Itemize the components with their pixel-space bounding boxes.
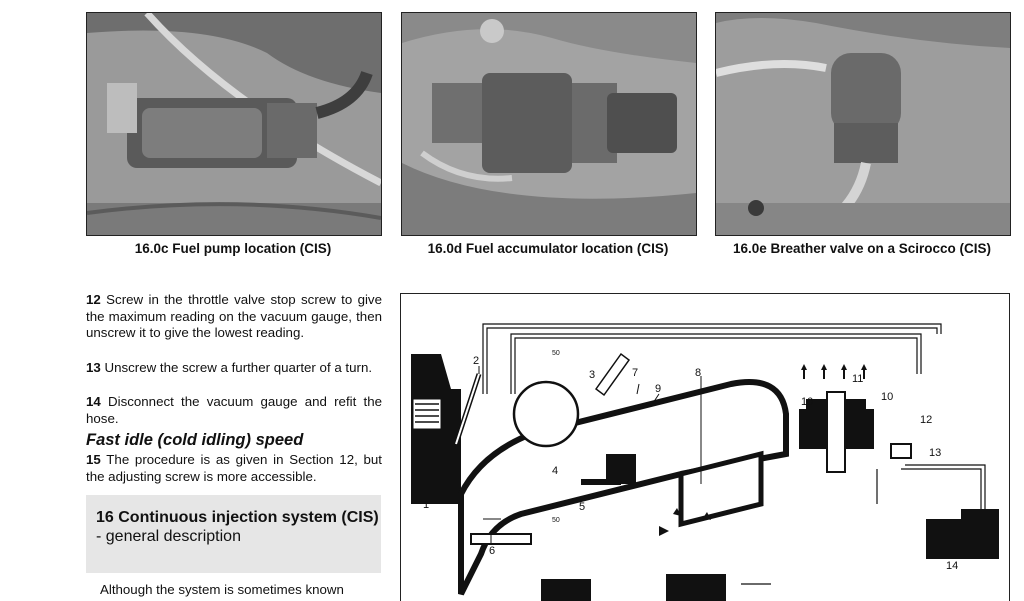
diagram-label-12: 12: [920, 414, 933, 426]
diagram-label-1: 1: [423, 499, 430, 511]
diagram-label-50a: 50: [552, 350, 560, 357]
step-number: 12: [86, 292, 101, 307]
diagram-label-4: 4: [552, 465, 559, 477]
diagram-label-5: 5: [579, 501, 586, 513]
step-text: The procedure is as given in Section 12, but the adjusting screw is more accessible.: [86, 452, 382, 484]
section-title: [96, 508, 381, 546]
diagram-label-2: 2: [473, 355, 480, 367]
step-number: 14: [86, 394, 101, 409]
intro-text: Although the system is sometimes known: [100, 582, 344, 597]
section-heading-box: [86, 495, 381, 573]
diagram-label-9: 9: [655, 383, 662, 395]
step-number: 15: [86, 452, 101, 467]
diagram-label-6: 6: [489, 545, 496, 557]
diagram-label-7: 7: [632, 367, 639, 379]
diagram-label-14: 14: [946, 560, 959, 572]
photo-caption: 16.0d Fuel accumulator location (CIS): [427, 241, 669, 256]
intro-paragraph: [100, 582, 382, 599]
subheading: Fast idle (cold idling) speed: [86, 431, 304, 449]
step-text: Screw in the throttle valve stop screw to give the maximum reading on the vacuum gauge, then unscrew it to give the lowest reading.: [86, 292, 382, 341]
step-15: [86, 452, 382, 485]
section-title-bold: Continuous injection system (CIS): [118, 509, 379, 526]
step-14: [86, 394, 382, 427]
cis-diagram: [400, 293, 1010, 601]
photo-fuel-accumulator: [401, 12, 697, 236]
diagram-label-8: 8: [695, 367, 702, 379]
section-number: 16: [96, 509, 114, 526]
diagram-label-50b: 50: [552, 517, 560, 524]
step-text: Unscrew the screw a further quarter of a turn.: [104, 360, 373, 375]
photo-breather-valve: [715, 12, 1011, 236]
diagram-label-10a: 10: [801, 396, 814, 408]
diagram-label-13: 13: [929, 447, 942, 459]
photo-caption: 16.0e Breather valve on a Scirocco (CIS): [732, 241, 992, 256]
step-number: 13: [86, 360, 101, 375]
section-title-rest: - general description: [96, 528, 241, 545]
diagram-label-11: 11: [852, 373, 864, 385]
diagram-label-10b: 10: [881, 391, 894, 403]
photo-fuel-pump: [86, 12, 382, 236]
photo-caption: 16.0c Fuel pump location (CIS): [134, 241, 332, 256]
step-text: Disconnect the vacuum gauge and refit the hose.: [86, 394, 383, 426]
step-12: [86, 292, 382, 342]
diagram-label-3: 3: [589, 369, 596, 381]
step-13: [86, 360, 382, 377]
